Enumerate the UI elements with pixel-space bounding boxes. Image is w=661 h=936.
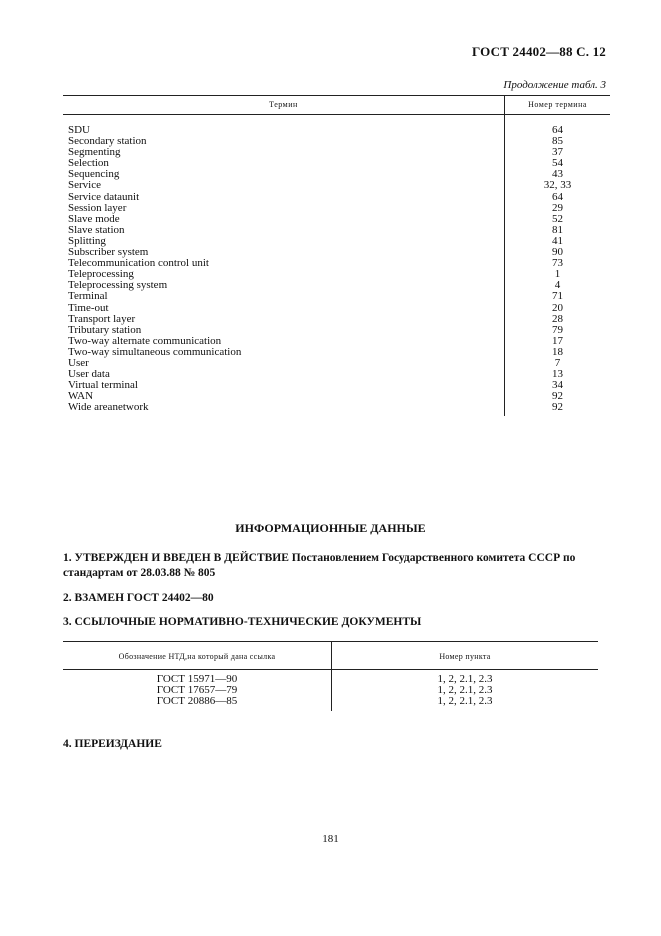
terms-table xyxy=(63,95,610,416)
term-number-cell: 52 xyxy=(552,212,563,225)
table-continuation-label: Продолжение табл. 3 xyxy=(503,79,606,91)
table-row xyxy=(63,674,598,685)
term-cell: SDU xyxy=(68,124,91,136)
term-cell: Secondary station xyxy=(68,135,147,148)
term-number-cell: 13 xyxy=(552,368,563,381)
term-cell: Time-out xyxy=(68,301,109,314)
doc-cell: ГОСТ 20886—85 xyxy=(156,695,238,707)
item-numbers-cell: 1, 2, 2.1, 2.3 xyxy=(437,695,493,707)
page-number: 181 xyxy=(322,833,339,845)
item-text: ССЫЛОЧНЫЕ НОРМАТИВНО-ТЕХНИЧЕСКИЕ ДОКУМЕНТЫ xyxy=(74,616,422,628)
column-header-term: Термин xyxy=(269,100,298,109)
term-cell: Teleprocessing system xyxy=(68,279,168,292)
term-number-cell: 4 xyxy=(554,279,561,292)
term-cell: Segmenting xyxy=(68,146,121,159)
table-row xyxy=(63,303,610,314)
info-item-reissue xyxy=(63,738,162,750)
term-cell: WAN xyxy=(68,390,94,403)
table-row xyxy=(63,169,610,180)
term-number-cell: 90 xyxy=(552,246,563,259)
reference-rows xyxy=(63,674,598,707)
table-row xyxy=(63,147,610,158)
term-number-cell: 37 xyxy=(552,146,563,159)
term-number-cell: 32, 33 xyxy=(543,179,572,192)
term-cell: Virtual terminal xyxy=(68,379,138,392)
info-item-replaces xyxy=(63,592,214,604)
term-cell: Two-way simultaneous communication xyxy=(68,345,242,358)
term-number-cell: 54 xyxy=(552,157,563,170)
item-numbers-cell: 1, 2, 2.1, 2.3 xyxy=(437,673,493,685)
table-header-rule xyxy=(63,114,610,115)
column-header-doc: Обозначение НТД,на который дана ссылка xyxy=(118,652,276,661)
table-row xyxy=(63,192,610,203)
doc-cell: ГОСТ 17657—79 xyxy=(156,684,238,696)
term-cell: Wide areanetwork xyxy=(68,401,149,414)
item-number: 3. xyxy=(63,616,72,628)
term-number-cell: 92 xyxy=(552,390,563,403)
terms-rows xyxy=(63,125,610,413)
term-number-cell: 64 xyxy=(552,190,563,203)
term-cell: User data xyxy=(68,368,110,381)
term-number-cell: 29 xyxy=(552,201,563,214)
term-cell: Tributary station xyxy=(68,323,142,336)
term-cell: User xyxy=(68,356,89,369)
table-row xyxy=(63,158,610,169)
term-cell: Slave station xyxy=(68,223,125,236)
term-cell: Terminal xyxy=(68,290,108,303)
table-row xyxy=(63,347,610,358)
column-header-item: Номер пункта xyxy=(439,652,491,661)
table-row xyxy=(63,314,610,325)
table-top-rule xyxy=(63,95,610,96)
term-cell: Splitting xyxy=(68,234,106,247)
term-cell: Subscriber system xyxy=(68,246,149,259)
column-header-number: Номер термина xyxy=(528,100,587,109)
table-row xyxy=(63,136,610,147)
doc-cell: ГОСТ 15971—90 xyxy=(156,673,238,685)
term-number-cell: 64 xyxy=(552,124,563,136)
info-item-references xyxy=(63,616,421,628)
reference-docs-table xyxy=(63,641,598,711)
table-row xyxy=(63,369,610,380)
term-cell: Sequencing xyxy=(68,168,120,181)
term-number-cell: 71 xyxy=(552,290,563,303)
item-number: 2. xyxy=(63,592,72,604)
table-row xyxy=(63,402,610,413)
term-number-cell: 85 xyxy=(552,135,563,148)
table-row xyxy=(63,203,610,214)
term-number-cell: 28 xyxy=(552,312,563,325)
term-number-cell: 17 xyxy=(552,334,563,347)
table-row xyxy=(63,258,610,269)
item-number: 4. xyxy=(63,738,72,750)
page-header: ГОСТ 24402—88 С. 12 xyxy=(472,44,606,59)
item-text: УТВЕРЖДЕН И ВВЕДЕН В ДЕЙСТВИЕ Постановлением Государственного комитета СССР по стандартам от 28.03.88 № 805 xyxy=(63,552,576,579)
term-cell: Service xyxy=(68,179,101,192)
term-number-cell: 81 xyxy=(552,223,563,236)
term-number-cell: 73 xyxy=(552,257,563,270)
table-row xyxy=(63,358,610,369)
table-row xyxy=(63,380,610,391)
term-number-cell: 79 xyxy=(552,323,563,336)
term-number-cell: 41 xyxy=(552,234,563,247)
table-row xyxy=(63,225,610,236)
term-number-cell: 18 xyxy=(552,345,563,358)
term-number-cell: 92 xyxy=(552,401,563,414)
item-numbers-cell: 1, 2, 2.1, 2.3 xyxy=(437,684,493,696)
term-cell: Teleprocessing xyxy=(68,268,134,281)
term-cell: Telecommunication control unit xyxy=(68,257,209,270)
term-number-cell: 7 xyxy=(554,356,561,369)
table-row xyxy=(63,280,610,291)
table-row xyxy=(63,696,598,707)
term-cell: Transport layer xyxy=(68,312,136,325)
term-number-cell: 1 xyxy=(554,268,561,281)
item-text: ПЕРЕИЗДАНИЕ xyxy=(74,738,162,750)
term-cell: Service dataunit xyxy=(68,190,140,203)
info-title: ИНФОРМАЦИОННЫЕ ДАННЫЕ xyxy=(235,521,426,535)
term-number-cell: 20 xyxy=(552,301,563,314)
term-cell: Session layer xyxy=(68,201,127,214)
table-row xyxy=(63,214,610,225)
table-row xyxy=(63,291,610,302)
table-row xyxy=(63,180,610,191)
info-item-approved xyxy=(63,551,608,581)
item-number: 1. xyxy=(63,552,72,564)
table-row xyxy=(63,685,598,696)
term-cell: Slave mode xyxy=(68,212,120,225)
item-text: ВЗАМЕН ГОСТ 24402—80 xyxy=(74,592,214,604)
term-cell: Two-way alternate communication xyxy=(68,334,222,347)
term-number-cell: 34 xyxy=(552,379,563,392)
term-number-cell: 43 xyxy=(552,168,563,181)
term-cell: Selection xyxy=(68,157,109,170)
